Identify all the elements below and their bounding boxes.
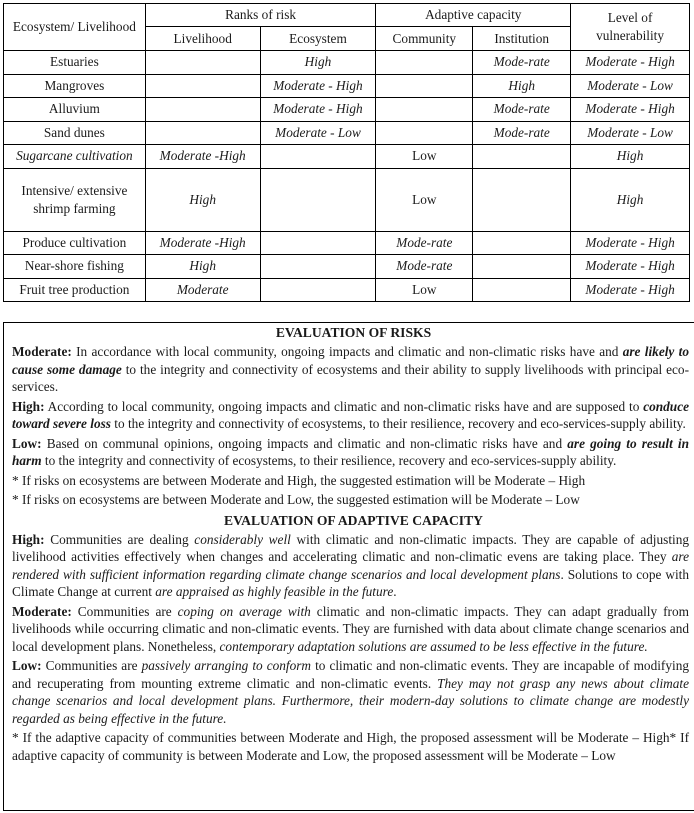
text: to the integrity and connectivity of ecosystems, to their resilience, recovery and eco-services-supply ability. — [41, 453, 617, 468]
label: High: — [12, 398, 45, 414]
cell-vulnerability: Moderate - High — [571, 255, 690, 279]
text: to climatic and non-climatic events. They are incapable of modifying and recuperating from mounting extreme climatic and non-climatic events. — [12, 658, 689, 691]
cell-institution: Mode-rate — [473, 121, 571, 145]
header-level-of-vulnerability: Level of vulnerability — [571, 4, 690, 51]
text: In accordance with local community, ongoing impacts and climatic and non-climatic risks have and — [71, 344, 623, 359]
risk-moderate-paragraph — [12, 343, 694, 396]
table-row — [4, 278, 690, 302]
cell-community — [376, 98, 473, 122]
emphasis: conduce toward severe loss — [12, 398, 689, 431]
header-ranks-of-risk: Ranks of risk — [145, 4, 376, 27]
cell-community: Low — [376, 168, 473, 231]
row-name: Alluvium — [4, 98, 146, 122]
header-adaptive-capacity: Adaptive capacity — [376, 4, 571, 27]
cell-ecosystem — [260, 255, 376, 279]
table-row — [4, 121, 690, 145]
evaluation-criteria-box — [3, 322, 694, 811]
label: Low: — [12, 658, 42, 673]
row-name: Fruit tree production — [4, 278, 146, 302]
adaptive-low-paragraph — [12, 657, 694, 727]
cell-livelihood — [145, 74, 260, 98]
cell-community: Low — [376, 278, 473, 302]
emphasis: coping on average with — [177, 603, 311, 619]
cell-livelihood: High — [145, 168, 260, 231]
adaptive-note: * If the adaptive capacity of communities between Moderate and High, the proposed assessment will be Moderate – High* If adaptive capacity of community is between Moderate and Low, the proposed assessment will be Moderate – Low — [12, 730, 689, 763]
emphasis: are likely to cause some damage — [12, 344, 689, 377]
text: to the integrity and connectivity of ecosystems, to their resilience, recovery and eco-services-supply ability. — [110, 416, 686, 431]
label: High: — [12, 531, 45, 547]
adaptive-high-paragraph — [12, 531, 694, 601]
label: Low: — [12, 435, 42, 451]
cell-institution — [473, 168, 571, 231]
text: with climatic and non-climatic impacts. They are capable of adjusting livelihood activities effectively when changes and accelerating climatic and non-climatic evens are taking place. They — [12, 531, 690, 564]
header-row-1 — [4, 4, 690, 27]
cell-community — [376, 51, 473, 75]
emphasis: They may not grasp any news about climate change scenarios and local development plans. Furthermore, their modern-day solutions to climate change are modestly regarded as being effective in the future. — [12, 675, 689, 726]
cell-ecosystem — [260, 145, 376, 169]
cell-livelihood — [145, 51, 260, 75]
cell-community: Mode-rate — [376, 231, 473, 255]
cell-institution — [473, 278, 571, 302]
emphasis: are appraised as highly feasible in the future — [155, 584, 394, 599]
emphasis: passively arranging to conform — [141, 658, 312, 673]
cell-vulnerability: High — [571, 145, 690, 169]
emphasis: considerably well — [194, 531, 291, 547]
cell-ecosystem — [260, 168, 376, 231]
cell-institution: Mode-rate — [473, 98, 571, 122]
cell-institution: Mode-rate — [473, 51, 571, 75]
cell-ecosystem — [260, 278, 376, 302]
vulnerability-table — [3, 3, 690, 302]
cell-livelihood: High — [145, 255, 260, 279]
header-ecosystem: Ecosystem — [260, 27, 376, 51]
text: climatic and non-climatic impacts. They can adapt gradually from livelihoods while occurring climatic and non-climatic events. They are furnished with data about climate change scenarios and local development plans. Nonetheless, — [12, 603, 689, 654]
adaptive-moderate-paragraph — [12, 603, 694, 656]
text: According to local community, ongoing impacts and climatic and non-climatic risks have and are supposed to — [44, 398, 644, 414]
row-name: Produce cultivation — [4, 231, 146, 255]
cell-vulnerability: Moderate - High — [571, 231, 690, 255]
label: Moderate: — [12, 344, 72, 359]
text: Communities are dealing — [44, 531, 195, 547]
cell-institution: High — [473, 74, 571, 98]
header-livelihood: Livelihood — [145, 27, 260, 51]
emphasis: are going to result in harm — [12, 435, 690, 468]
adaptive-title: EVALUATION OF ADAPTIVE CAPACITY — [224, 512, 483, 528]
risk-note-2: * If risks on ecosystems are between Moderate and Low, the suggested estimation will be Moderate – Low — [12, 492, 580, 507]
emphasis: are rendered with sufficient information regarding climate change scenarios and local development plans — [12, 549, 689, 582]
table-row — [4, 231, 690, 255]
risk-note-1: * If risks on ecosystems are between Moderate and High, the suggested estimation will be Moderate – High — [12, 472, 586, 488]
cell-institution — [473, 255, 571, 279]
label: Moderate: — [12, 603, 72, 619]
cell-ecosystem: Moderate - High — [260, 74, 376, 98]
text: to the integrity and connectivity of ecosystems and their ability to supply livelihoods with principal eco-services. — [12, 361, 689, 394]
cell-livelihood: Moderate -High — [145, 145, 260, 169]
header-institution: Institution — [473, 27, 571, 51]
risks-title: EVALUATION OF RISKS — [275, 325, 432, 340]
header-ecosystem-livelihood: Ecosystem/ Livelihood — [4, 4, 146, 51]
table-row — [4, 255, 690, 279]
emphasis: contemporary adaptation solutions are assumed to be less effective in the future. — [219, 638, 648, 654]
cell-community: Low — [376, 145, 473, 169]
cell-vulnerability: Moderate - High — [571, 51, 690, 75]
cell-vulnerability: Moderate - Low — [571, 121, 690, 145]
table-row — [4, 145, 690, 169]
table-row — [4, 51, 690, 75]
cell-vulnerability: Moderate - Low — [571, 74, 690, 98]
row-name: Intensive/ extensive shrimp farming — [4, 168, 146, 231]
header-community: Community — [376, 27, 473, 51]
cell-livelihood — [145, 98, 260, 122]
row-name: Sugarcane cultivation — [4, 145, 146, 169]
row-name: Near-shore fishing — [4, 255, 146, 279]
cell-livelihood: Moderate — [145, 278, 260, 302]
cell-livelihood: Moderate -High — [145, 231, 260, 255]
text: Communities are — [71, 603, 178, 619]
row-name: Estuaries — [4, 51, 146, 75]
cell-community — [376, 121, 473, 145]
cell-institution — [473, 145, 571, 169]
row-name: Mangroves — [4, 74, 146, 98]
row-name: Sand dunes — [4, 121, 146, 145]
cell-institution — [473, 231, 571, 255]
cell-vulnerability: High — [571, 168, 690, 231]
table-row — [4, 168, 690, 231]
risk-high-paragraph — [12, 398, 694, 433]
table-row — [4, 98, 690, 122]
cell-ecosystem: High — [260, 51, 376, 75]
cell-ecosystem: Moderate - High — [260, 98, 376, 122]
cell-community: Mode-rate — [376, 255, 473, 279]
cell-ecosystem — [260, 231, 376, 255]
text: . Solutions to cope with Climate Change at current — [12, 566, 689, 599]
cell-livelihood — [145, 121, 260, 145]
cell-vulnerability: Moderate - High — [571, 98, 690, 122]
risk-low-paragraph — [12, 435, 694, 470]
cell-ecosystem: Moderate - Low — [260, 121, 376, 145]
text: Communities are — [41, 658, 142, 673]
text: . — [393, 584, 397, 599]
text: Based on communal opinions, ongoing impacts and climatic and non-climatic risks have and — [41, 435, 568, 451]
table-row — [4, 74, 690, 98]
cell-community — [376, 74, 473, 98]
cell-vulnerability: Moderate - High — [571, 278, 690, 302]
